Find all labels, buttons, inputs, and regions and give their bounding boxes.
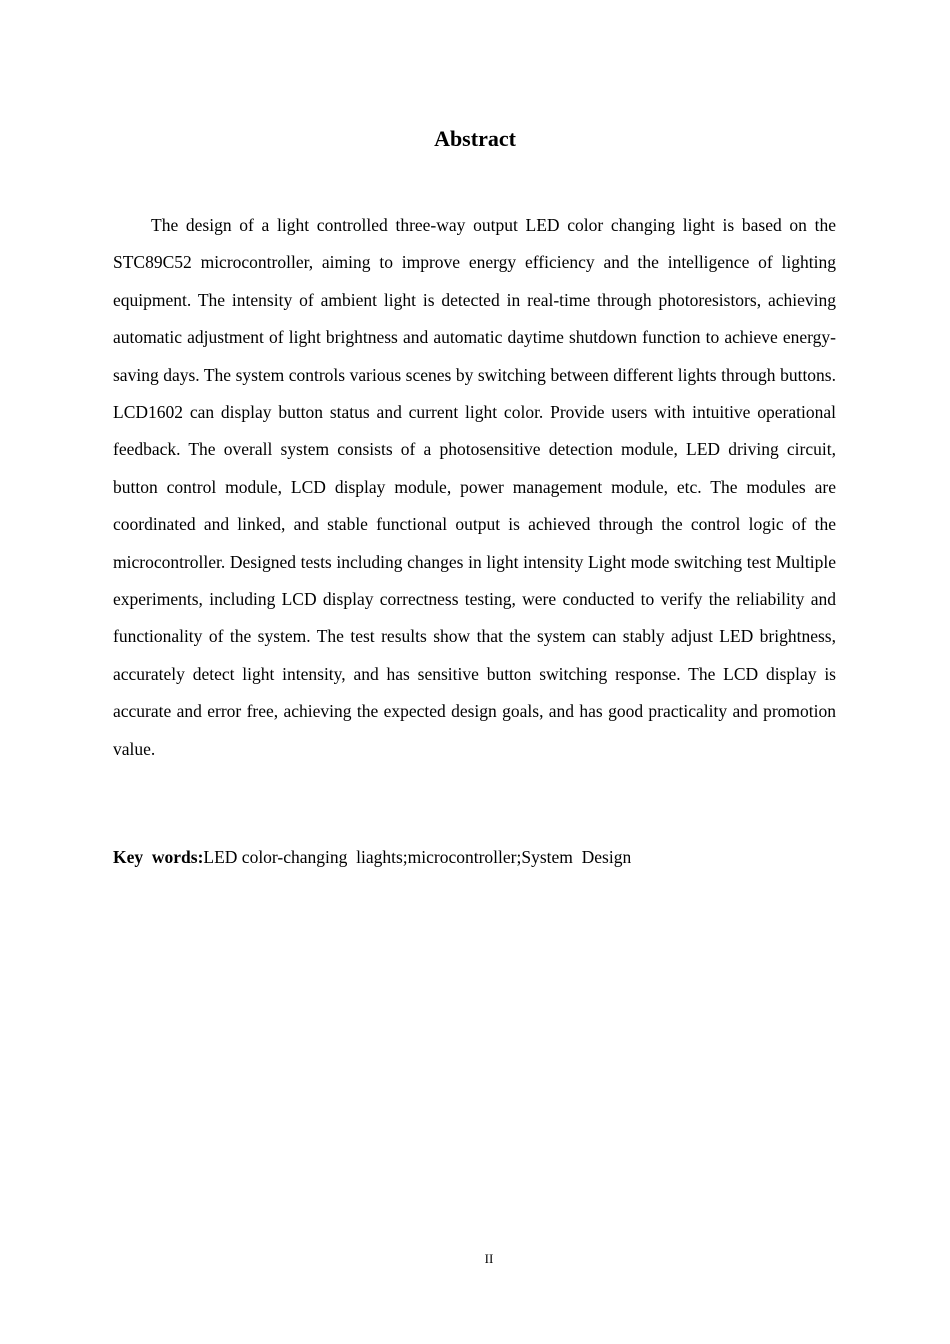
abstract-body-paragraph: The design of a light controlled three-way output LED color changing light is based on the STC89C52 microcontroller, aiming to improve energy efficiency and the intelligence of lighting equipment. The intensity of ambient light is detected in real-time through photoresistors, achieving automatic adjustment of light brightness and automatic daytime shutdown function to achieve energy-saving days. The system controls various scenes by switching between different lights through buttons. LCD1602 can display button status and current light color. Provide users with intuitive operational feedback. The overall system consists of a photosensitive detection module, LED driving circuit, button control module, LCD display module, power management module, etc. The modules are coordinated and linked, and stable functional output is achieved through the control logic of the microcontroller. Designed tests including changes in light intensity Light mode switching test Multiple experiments, including LCD display correctness testing, were conducted to verify the reliability and functionality of the system. The test results show that the system can stably adjust LED brightness, accurately detect light intensity, and has sensitive button switching response. The LCD display is accurate and error free, achieving the expected design goals, and has good practicality and promotion value.	[113, 215, 836, 759]
abstract-title: Abstract	[434, 126, 516, 151]
keywords-label: Key words:	[113, 847, 204, 867]
page-number: II	[484, 1251, 494, 1266]
keywords-line	[113, 839, 836, 876]
keywords-text: LED color-changing liaghts;microcontroller;System Design	[203, 847, 632, 867]
